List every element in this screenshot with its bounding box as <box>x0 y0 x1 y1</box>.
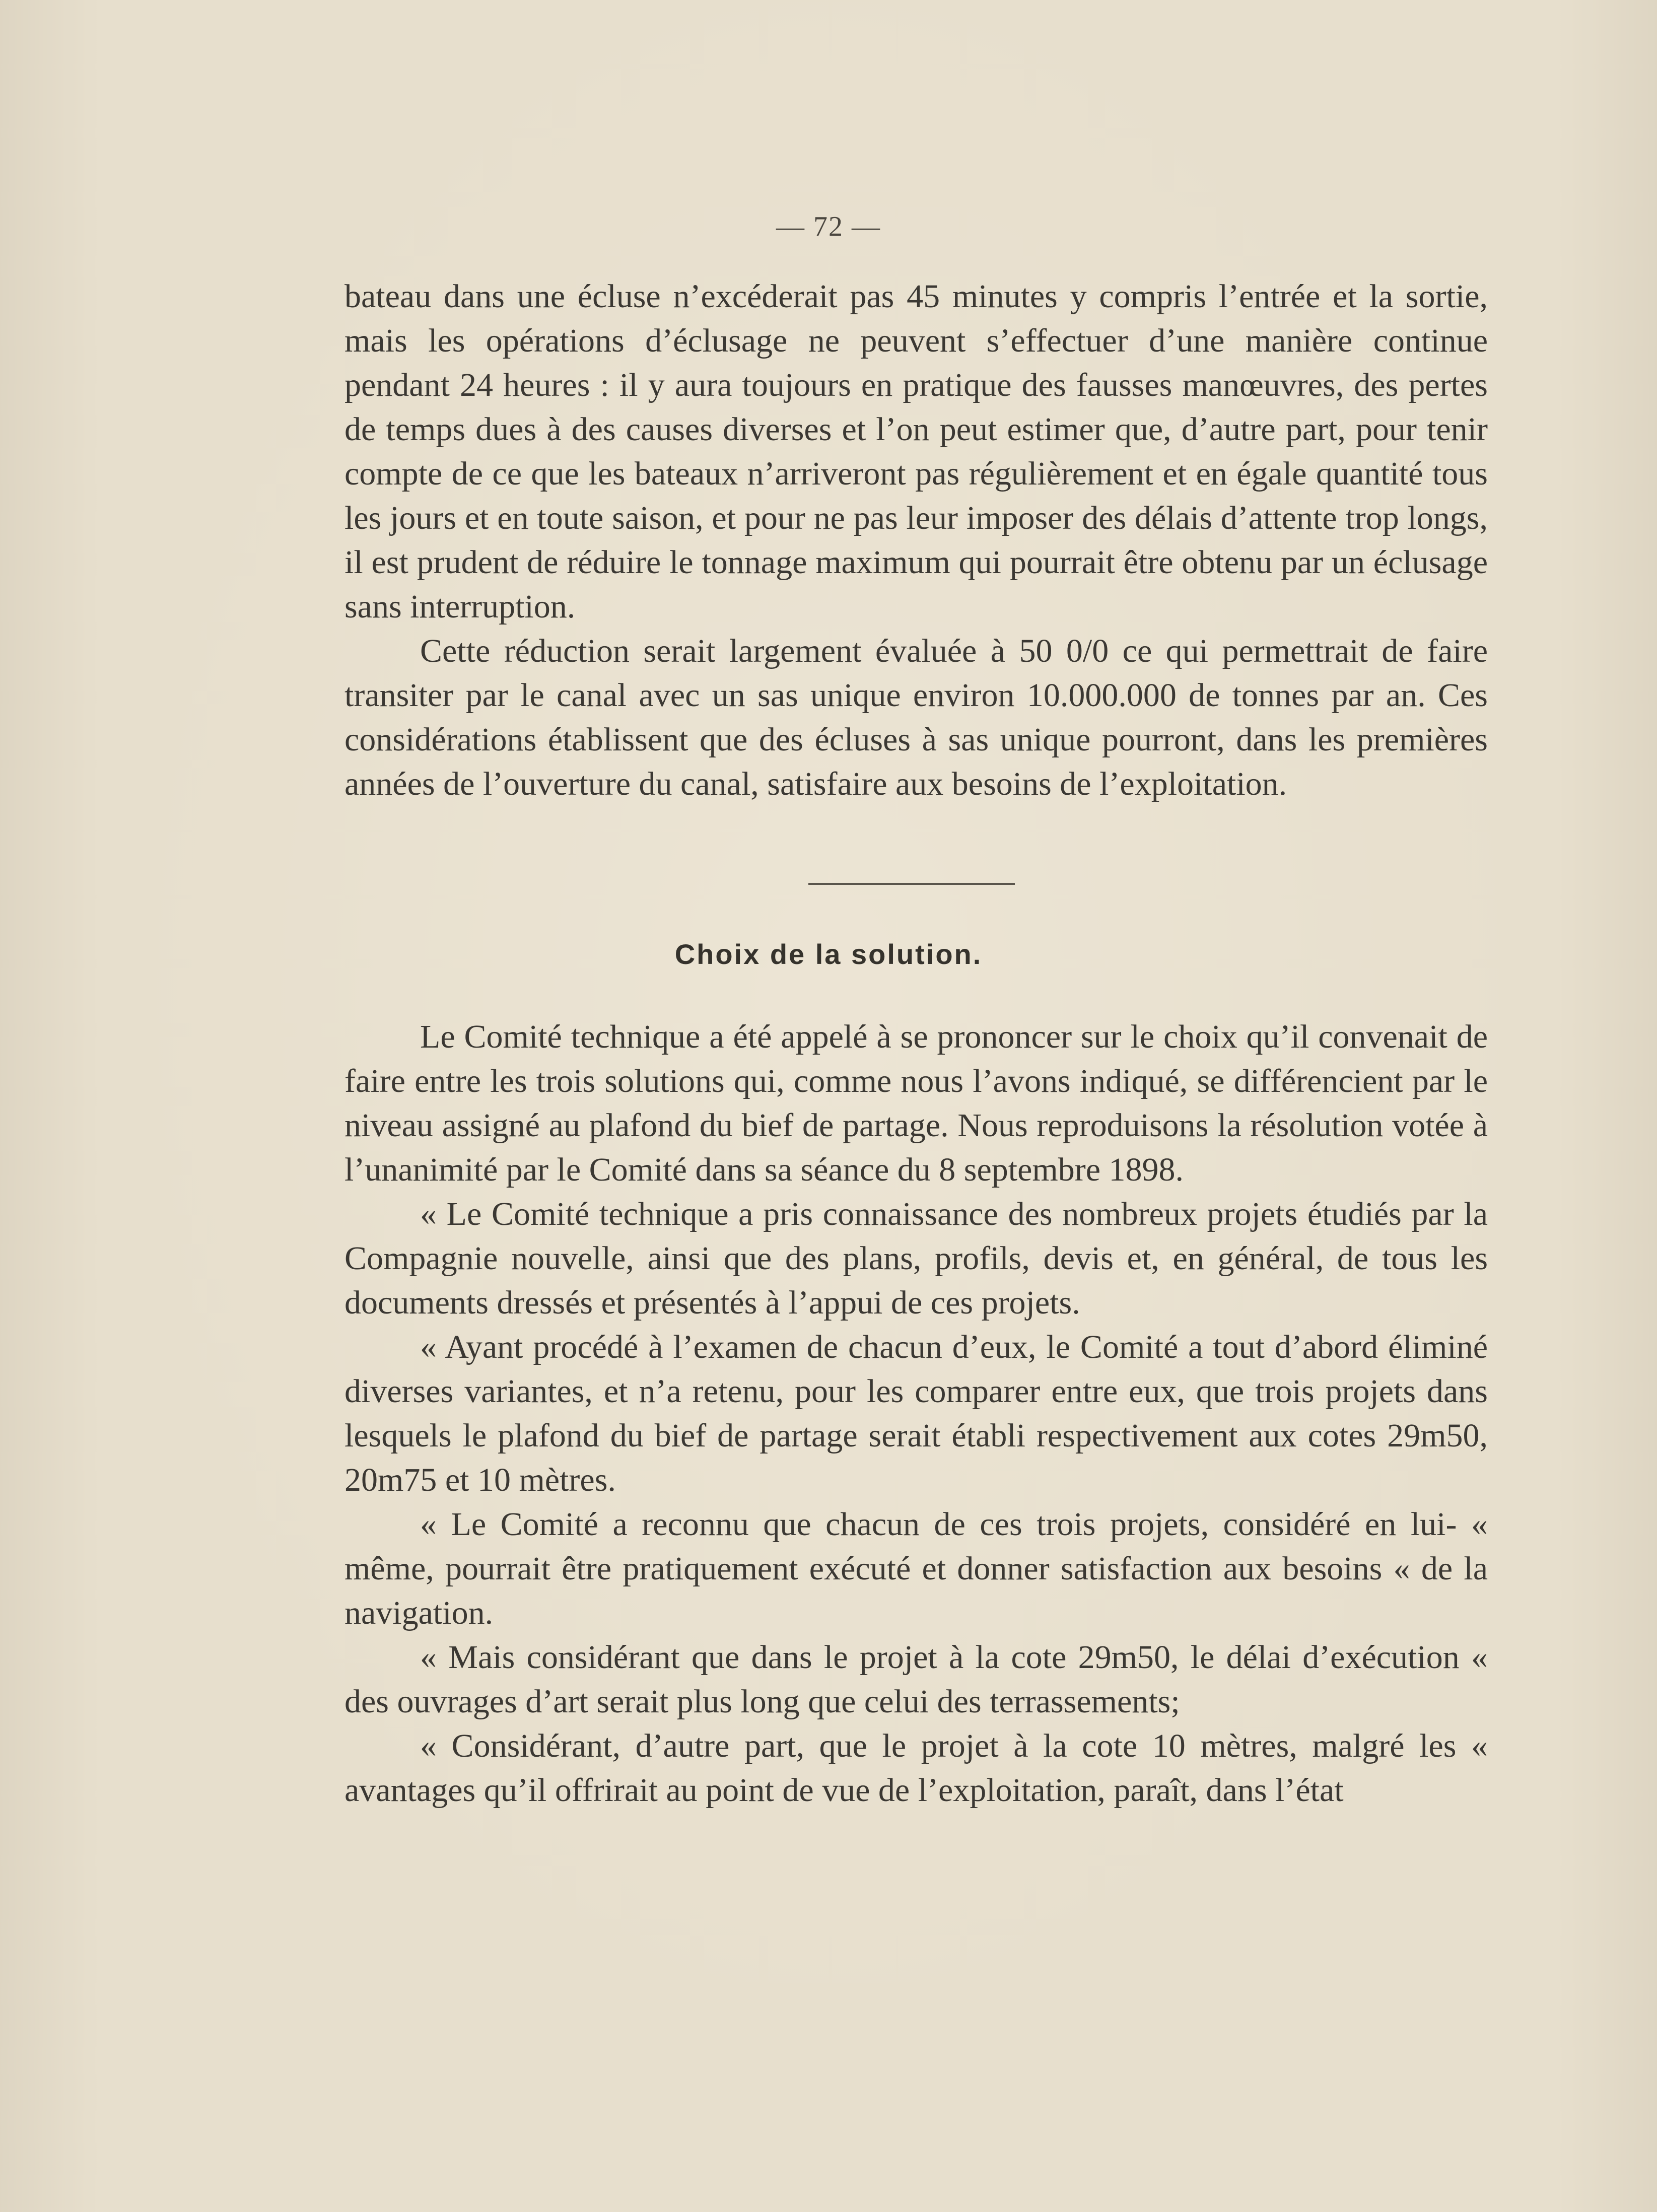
paragraph: bateau dans une écluse n’excéderait pas 45 minutes y compris l’entrée et la sortie, mais les opérations d’éclusage ne peuvent s’effectuer d’une manière continue pendant 24 heures : il y aura toujours en pratique des fausses manœuvres, des pertes de temps dues à des causes diverses et l’on peut estimer que, d’autre part, pour tenir compte de ce que les bateaux n’arriveront pas régulièrement et en égale quantité tous les jours et en toute saison, et pour ne pas leur imposer des délais d’attente trop longs, il est prudent de réduire le tonnage maximum qui pourrait être obtenu par un éclusage sans interruption. <box>344 278 1488 625</box>
paragraph: Cette réduction serait largement évaluée à 50 0/0 ce qui permettrait de faire transiter par le canal avec un sas unique environ 10.000.000 de tonnes par an. Ces considérations établissent que des écluses à sas unique pourront, dans les premières années de l’ouverture du canal, satisfaire aux besoins de l’exploitation. <box>344 633 1488 802</box>
paragraph: Le Comité technique a été appelé à se prononcer sur le choix qu’il convenait de faire entre les trois solutions qui, comme nous l’avons indiqué, se différencient par le niveau assigné au plafond du bief de partage. Nous reproduisons la résolution votée à l’unanimité par le Comité dans sa séance du 8 septembre 1898. <box>344 1018 1488 1188</box>
text-block-bottom <box>344 1015 1488 1813</box>
quote-paragraph: « Considérant, d’autre part, que le projet à la cote 10 mètres, malgré les « avantages qu’il offrirait au point de vue de l’exploitation, paraît, dans l’état <box>344 1727 1488 1809</box>
quote-paragraph: « Ayant procédé à l’examen de chacun d’eux, le Comité a tout d’abord éliminé diverses variantes, et n’a retenu, pour les comparer entre eux, que trois projets dans lesquels le plafond du bief de partage serait établi respectivement aux cotes 29m50, 20m75 et 10 mètres. <box>344 1329 1488 1498</box>
text-block-top <box>344 274 1488 806</box>
page-number: — 72 — <box>776 211 881 242</box>
section-heading: Choix de la solution. <box>674 938 983 970</box>
quote-paragraph: « Le Comité technique a pris connaissance des nombreux projets étudiés par la Compagnie nouvelle, ainsi que des plans, profils, devis et, en général, de tous les documents dressés et présentés à l’appui de ces projets. <box>344 1196 1488 1321</box>
quote-paragraph: « Le Comité a reconnu que chacun de ces trois projets, considéré en lui- « même, pourrait être pratiquement exécuté et donner satisfaction aux besoins « de la navigation. <box>344 1506 1488 1631</box>
section-divider <box>808 883 1015 885</box>
quote-paragraph: « Mais considérant que dans le projet à la cote 29m50, le délai d’exécution « des ouvrages d’art serait plus long que celui des terrassements; <box>344 1639 1488 1720</box>
